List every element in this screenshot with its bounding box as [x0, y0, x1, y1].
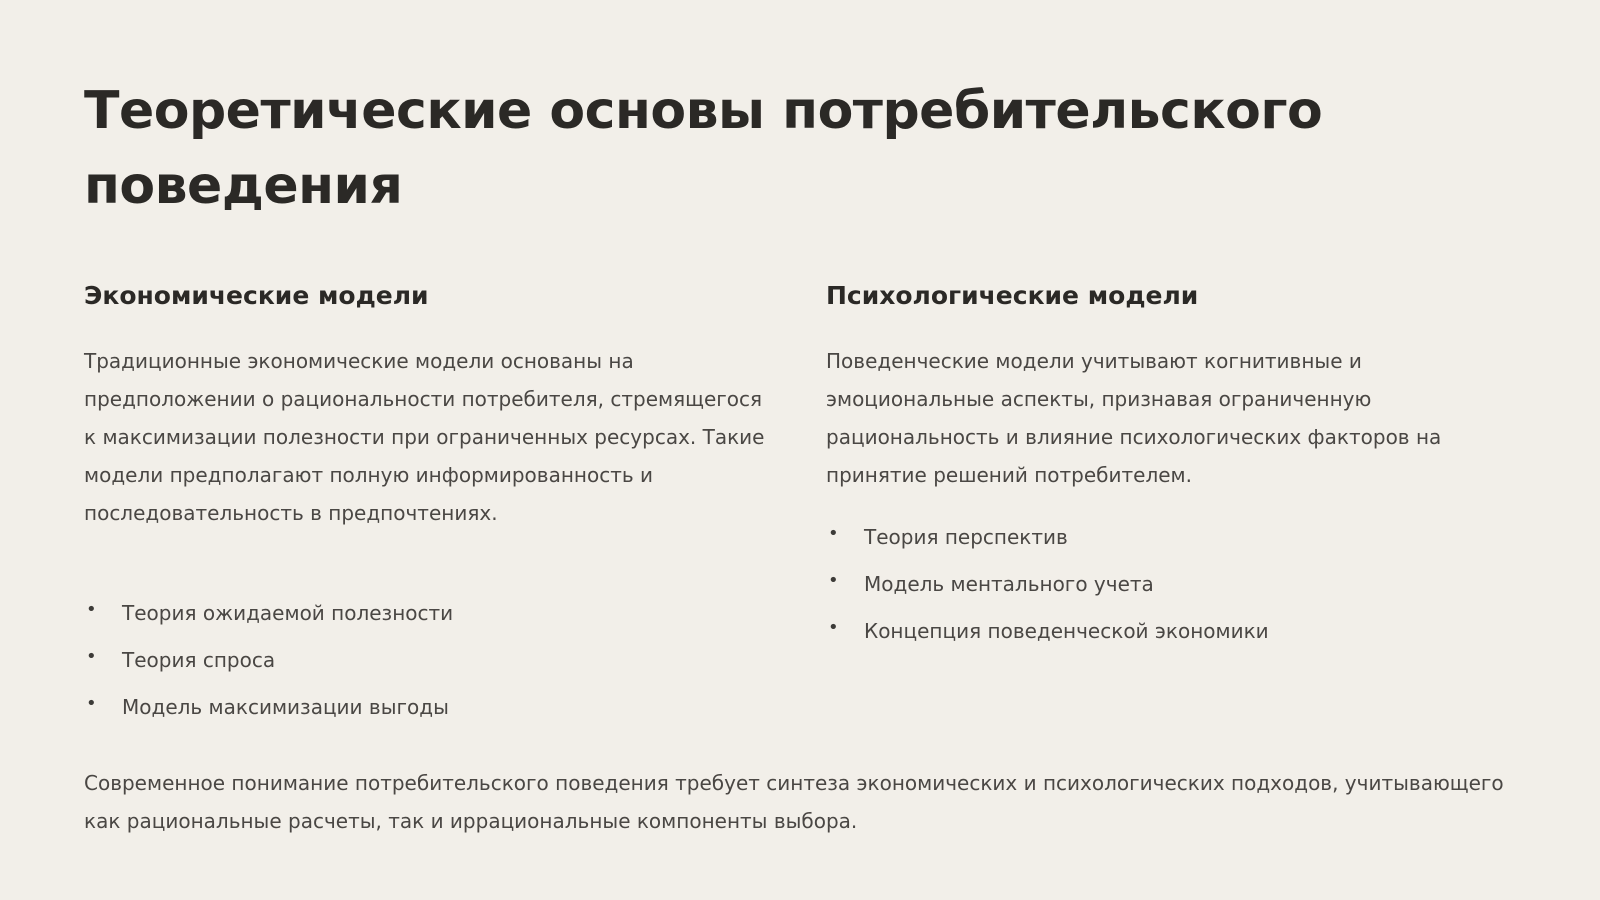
list-item-label: Теория спроса [122, 648, 276, 672]
list-item [826, 608, 1516, 655]
list-item [84, 590, 774, 637]
bullet-icon: • [86, 646, 97, 667]
psychological-models-column [826, 276, 1516, 731]
list-item-label: Теория ожидаемой полезности [122, 601, 454, 625]
economic-models-heading: Экономические модели [84, 281, 429, 310]
psychological-models-list [826, 514, 1516, 655]
bullet-icon: • [86, 599, 97, 620]
list-item-label: Теория перспектив [864, 525, 1068, 549]
slide-title: Теоретические основы потребительского поведения [84, 81, 1323, 216]
list-item-label: Концепция поведенческой экономики [864, 619, 1269, 643]
bullet-icon: • [828, 570, 839, 591]
list-item [826, 514, 1516, 561]
economic-models-text: Традиционные экономические модели основаны на предположении о рациональности потребителя, стремящегося к максимизации полезности при ограниченных ресурсах. Такие модели предполагают полную информированность и последовательность в предпочтениях. [84, 349, 765, 525]
conclusion-text: Современное понимание потребительского поведения требует синтеза экономических и психологических подходов, учитывающего как рациональные расчеты, так и иррациональные компоненты выбора. [84, 771, 1504, 833]
psychological-models-heading: Психологические модели [826, 281, 1199, 310]
list-item-label: Модель максимизации выгоды [122, 695, 449, 719]
columns [84, 276, 1516, 731]
list-item [84, 684, 774, 731]
bullet-icon: • [828, 617, 839, 638]
psychological-models-text: Поведенческие модели учитывают когнитивные и эмоциональные аспекты, признавая ограниченную рациональность и влияние психологических факторов на принятие решений потребителем. [826, 349, 1442, 487]
bullet-icon: • [86, 693, 97, 714]
list-item [826, 561, 1516, 608]
economic-models-column [84, 276, 774, 731]
list-item [84, 637, 774, 684]
list-item-label: Модель ментального учета [864, 572, 1154, 596]
economic-models-list [84, 590, 774, 731]
bullet-icon: • [828, 523, 839, 544]
